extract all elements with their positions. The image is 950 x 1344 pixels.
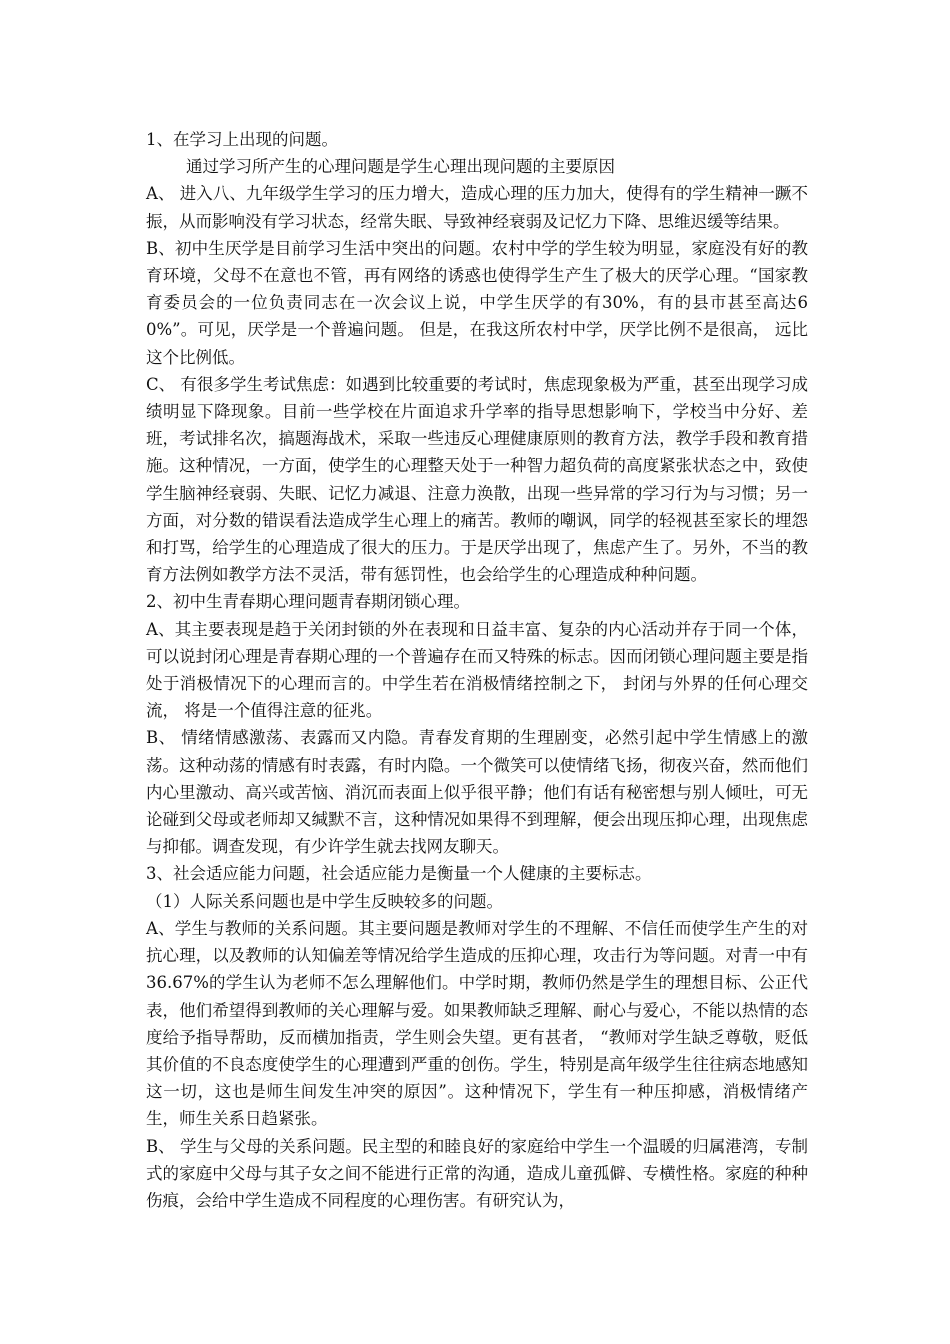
subheading-3-1-relationships: （1）人际关系问题也是中学生反映较多的问题。: [146, 891, 503, 911]
paragraph-2b-emotions: B、 情绪情感激荡、表露而又内隐。青春发育期的生理剧变，必然引起中学生情感上的激荡。这种动荡的情感有时表露，有时内隐。一个微笑可以使情绪飞扬，彻夜兴奋，然而他们内心里激动、高兴或苦恼、消沉而表面上似乎很平静；他们有话有秘密想与别人倾吐，可无论碰到父母或老师却又缄默不言，这种情况如果得不到理解，便会出现压抑心理，出现焦虑与抑郁。调查发现，有少许学生就去找网友聊天。: [146, 728, 808, 857]
paragraph-1a-pressure: A、 进入八、九年级学生学习的压力增大，造成心理的压力加大，使得有的学生精神一蹶不振，从而影响没有学习状态，经常失眠、导致神经衰弱及记忆力下降、思维迟缓等结果。: [146, 184, 808, 231]
heading-1-learning-problems: 1、在学习上出现的问题。: [146, 130, 338, 149]
paragraph-3a-teacher-relations: A、学生与教师的关系问题。其主要问题是教师对学生的不理解、不信任而使学生产生的对抗心理，以及教师的认知偏差等情况给学生造成的压抑心理，攻击行为等问题。对青一中有36.67%的学生认为老师不怎么理解他们。中学时期，教师仍然是学生的理想目标、公正代表，他们希望得到教师的关心理解与爱。如果教师缺乏理解、耐心与爱心，不能以热情的态度给予指导帮助，反而横加指责，学生则会失望。更有甚者， “教师对学生缺乏尊敬，贬低其价值的不良态度使学生的心理遭到严重的创伤。学生，特别是高年级学生往往病态地感知这一切，这也是师生间发生冲突的原因”。这种情况下，学生有一种压抑感，消极情绪产生，师生关系日趋紧张。: [146, 918, 808, 1129]
paragraph-1c-exam-anxiety: C、 有很多学生考试焦虑：如遇到比较重要的考试时，焦虑现象极为严重，甚至出现学习成绩明显下降现象。目前一些学校在片面追求升学率的指导思想影响下，学校当中分好、差班，考试排名次，搞题海战术，采取一些违反心理健康原则的教育方法，教学手段和教育措施。这种情况，一方面，使学生的心理整天处于一种智力超负荷的高度紧张状态之中，致使学生脑神经衰弱、失眠、记忆力减退、注意力涣散，出现一些异常的学习行为与习惯；另一方面，对分数的错误看法造成学生心理上的痛苦。教师的嘲讽，同学的轻视甚至家长的埋怨和打骂，给学生的心理造成了很大的压力。于是厌学出现了，焦虑产生了。另外，不当的教育方法例如教学方法不灵活，带有惩罚性，也会给学生的心理造成种种问题。: [146, 374, 808, 585]
document-body: [146, 126, 808, 1214]
paragraph-2a-closed-mind: A、其主要表现是趋于关闭封锁的外在表现和日益丰富、复杂的内心活动并存于同一个体，可以说封闭心理是青春期心理的一个普遍存在而又特殊的标志。因而闭锁心理问题主要是指处于消极情况下的心理而言的。中学生若在消极情绪控制之下， 封闭与外界的任何心理交流， 将是一个值得注意的征兆。: [146, 619, 808, 721]
heading-2-adolescence: 2、初中生青春期心理问题青春期闭锁心理。: [146, 592, 470, 612]
paragraph-3b-parent-relations: B、 学生与父母的关系问题。民主型的和睦良好的家庭给中学生一个温暖的归属港湾，专制式的家庭中父母与其子女之间不能进行正常的沟通，造成儿童孤僻、专横性格。家庭的种种伤痕，会给中学生造成不同程度的心理伤害。有研究认为，: [146, 1136, 808, 1210]
intro-sentence: 通过学习所产生的心理问题是学生心理出现问题的主要原因: [186, 157, 615, 177]
heading-3-social-adaptation: 3、社会适应能力问题，社会适应能力是衡量一个人健康的主要标志。: [146, 864, 652, 884]
paragraph-1b-weariness: B、初中生厌学是目前学习生活中突出的问题。农村中学的学生较为明显，家庭没有好的教育环境，父母不在意也不管，再有网络的诱惑也使得学生产生了极大的厌学心理。“国家教育委员会的一位负责同志在一次会议上说，中学生厌学的有30%，有的县市甚至高达60%”。可见，厌学是一个普遍问题。 但是，在我这所农村中学，厌学比例不是很高， 远比这个比例低。: [146, 238, 808, 367]
